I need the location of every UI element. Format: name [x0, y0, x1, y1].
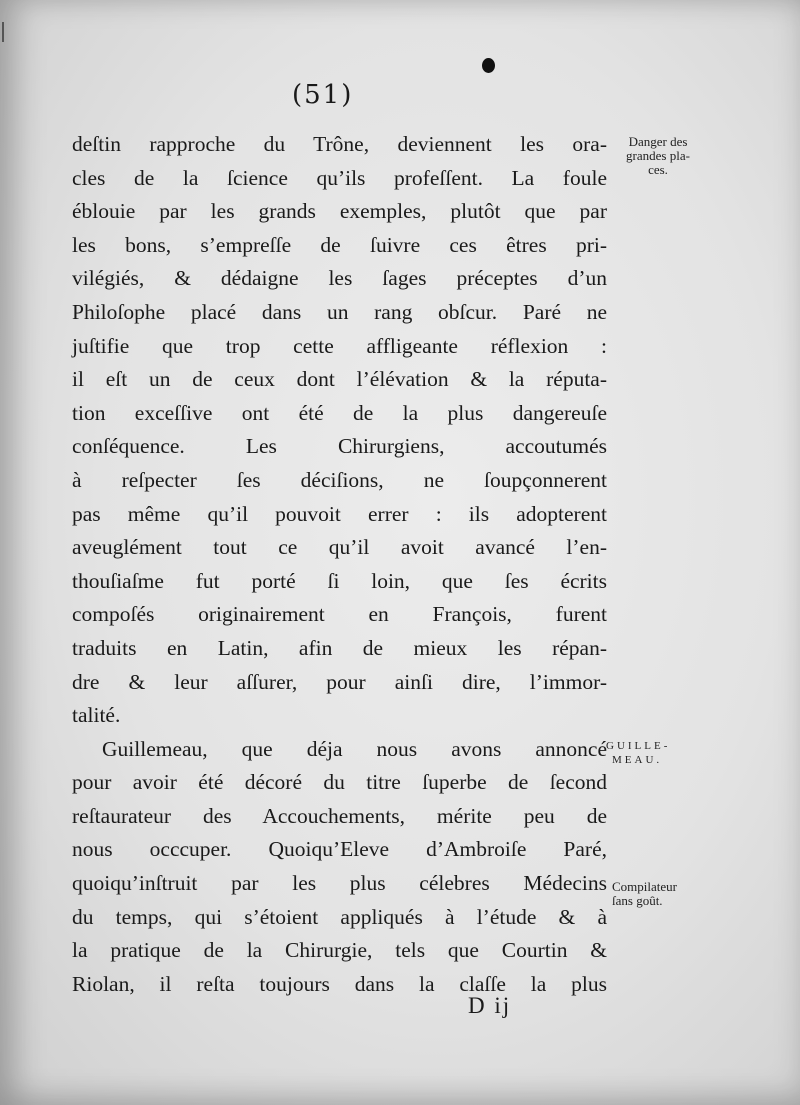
margin-note-compilateur — [612, 880, 722, 908]
signature-mark: D ij — [468, 993, 512, 1018]
text-line: éblouie par les grands exemples, plutôt que par — [72, 199, 607, 224]
text-line: Riolan, il reſta toujours dans la claſſe la plus — [72, 971, 607, 996]
text-line: tion exceſſive ont été de la plus dangereuſe — [72, 400, 607, 425]
ink-blot — [482, 58, 495, 73]
body-text — [72, 128, 607, 1001]
text-line: aveuglément tout ce qu’il avoit avancé l’en- — [72, 535, 607, 560]
text-line: juſtifie que trop cette affligeante réflexion : — [72, 333, 607, 358]
text-line: reſtaurateur des Accouchements, mérite peu de — [72, 803, 607, 828]
text-line: les bons, s’empreſſe de ſuivre ces êtres pri- — [72, 232, 607, 257]
text-line: traduits en Latin, afin de mieux les répan- — [72, 635, 607, 660]
text-line: dre & leur aſſurer, pour ainſi dire, l’immor- — [72, 669, 607, 694]
text-line: la pratique de la Chirurgie, tels que Courtin & — [72, 938, 607, 963]
text-line: du temps, qui s’étoient appliqués à l’étude & à — [72, 904, 607, 929]
text-line: thouſiaſme fut porté ſi loin, que ſes écrits — [72, 568, 607, 593]
text-line: vilégiés, & dédaigne les ſages préceptes d’un — [72, 266, 607, 291]
margin-note-line: MEAU. — [612, 754, 663, 766]
text-line: compoſés originairement en François, furent — [72, 602, 607, 627]
text-line: deſtin rapproche du Trône, deviennent les ora- — [72, 132, 607, 156]
page-number: (51) — [292, 80, 354, 110]
margin-note-line: ces. — [648, 162, 668, 177]
margin-note-danger — [603, 135, 713, 177]
margin-note-line: Compilateur — [612, 879, 677, 894]
margin-note-line: ſans goût. — [612, 893, 663, 908]
text-line: talité. — [72, 703, 121, 728]
text-line: Philoſophe placé dans un rang obſcur. Paré ne — [72, 299, 607, 324]
margin-note-line: grandes pla- — [626, 148, 690, 163]
text-line: cles de la ſcience qu’ils profeſſent. La foule — [72, 165, 607, 190]
text-line: à reſpecter ſes déciſions, ne ſoupçonnerent — [72, 467, 607, 492]
text-line: nous occcuper. Quoiqu’Eleve d’Ambroiſe Paré, — [72, 837, 607, 862]
page-edge-mark — [2, 22, 10, 42]
text-line: quoiqu’inſtruit par les plus célebres Médecins — [72, 871, 607, 896]
margin-note-line: Danger des — [628, 134, 688, 149]
text-line: il eſt un de ceux dont l’élévation & la réputa- — [72, 367, 607, 392]
text-line: conſéquence. Les Chirurgiens, accoutumés — [72, 434, 607, 459]
margin-note-line: GUILLE- — [606, 740, 671, 752]
margin-note-guillemeau — [606, 739, 716, 767]
text-line: pas même qu’il pouvoit errer : ils adopterent — [72, 501, 607, 526]
text-line: Guillemeau, que déja nous avons annoncé — [102, 736, 607, 761]
text-line: pour avoir été décoré du titre ſuperbe de ſecond — [72, 770, 607, 795]
